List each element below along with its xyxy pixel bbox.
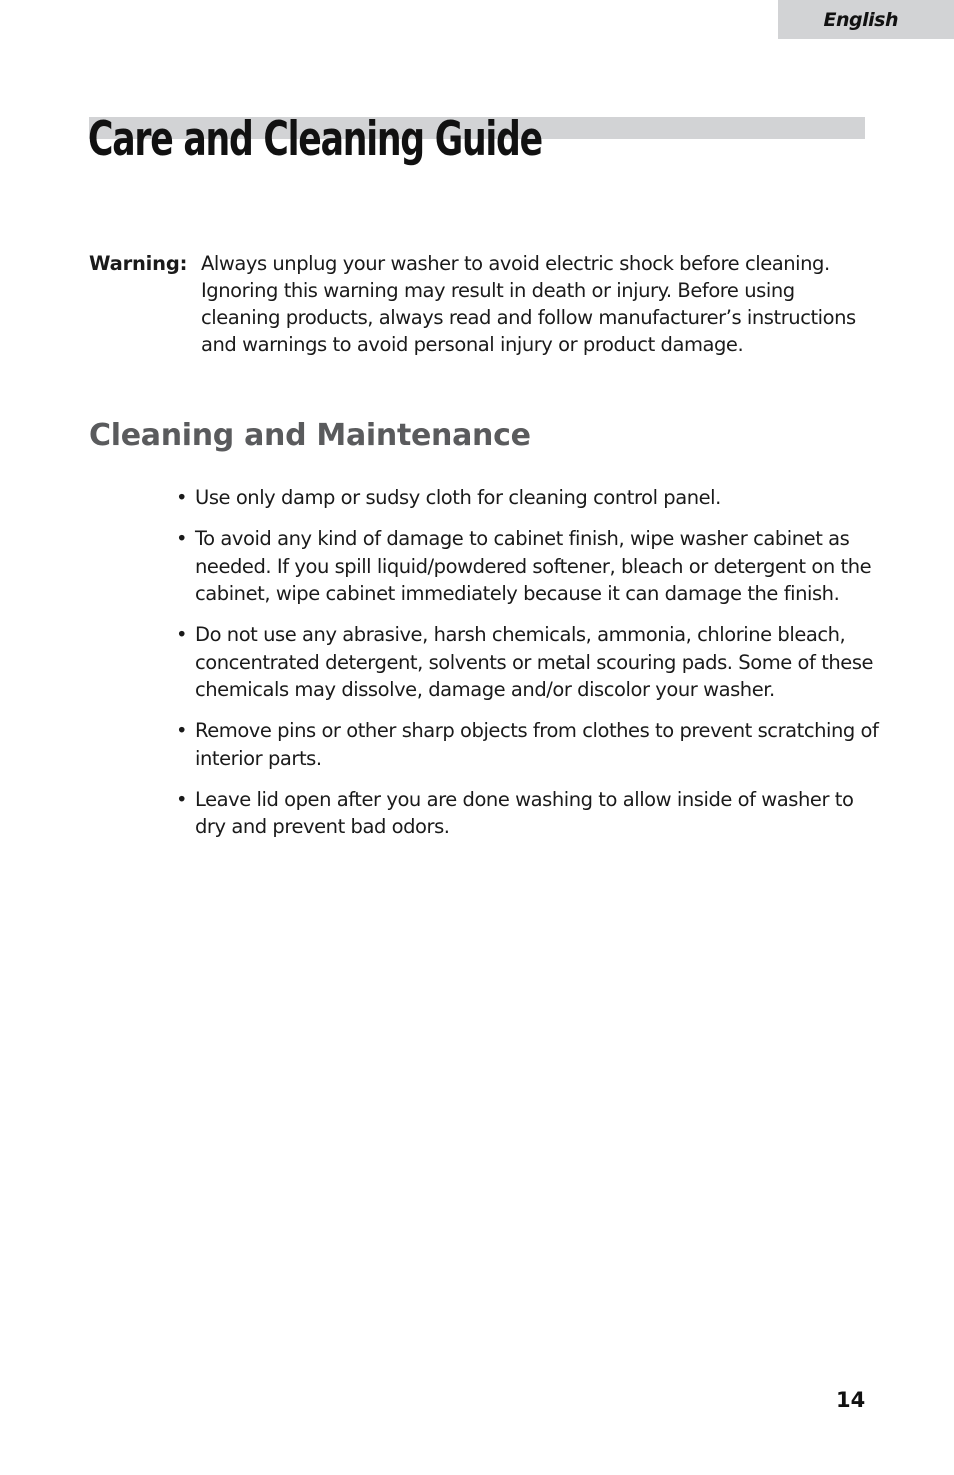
- section-heading: Cleaning and Maintenance: [89, 418, 531, 453]
- list-item-line: concentrated detergent, solvents or metal scouring pads. Some of these: [195, 650, 874, 674]
- list-item-line: needed. If you spill liquid/powdered softener, bleach or detergent on the: [195, 554, 872, 578]
- list-item-line: dry and prevent bad odors.: [195, 815, 450, 838]
- list-item: [176, 525, 876, 608]
- list-item-line: Remove pins or other sharp objects from clothes to prevent scratching of: [195, 719, 879, 742]
- warning-text: [201, 250, 861, 358]
- list-item: [176, 717, 879, 772]
- bullet-icon: •: [176, 623, 188, 646]
- bullet-icon: •: [176, 486, 188, 509]
- warning-label: Warning:: [89, 252, 188, 275]
- maintenance-list: [176, 484, 879, 854]
- list-item: [176, 786, 876, 841]
- list-item-line: Use only damp or sudsy cloth for cleaning control panel.: [195, 486, 721, 509]
- warning-line: Ignoring this warning may result in death or injury. Before using: [201, 279, 795, 302]
- language-tab: [778, 0, 954, 39]
- page-number: 14: [836, 1388, 866, 1412]
- list-item-line: Do not use any abrasive, harsh chemicals, ammonia, chlorine bleach,: [195, 623, 846, 646]
- warning-line: Always unplug your washer to avoid electric shock before cleaning.: [201, 252, 830, 275]
- page-title: Care and Cleaning Guide: [88, 112, 542, 167]
- list-item: [176, 484, 876, 512]
- bullet-icon: •: [176, 527, 188, 550]
- warning-line: cleaning products, always read and follow manufacturer’s instructions: [201, 306, 856, 329]
- list-item-line: cabinet, wipe cabinet immediately because it can damage the finish.: [195, 582, 840, 605]
- bullet-icon: •: [176, 787, 188, 811]
- list-item: [176, 621, 876, 704]
- list-item-line: interior parts.: [195, 746, 322, 770]
- warning-line: and warnings to avoid personal injury or product damage.: [201, 333, 744, 356]
- list-item-line: chemicals may dissolve, damage and/or discolor your washer.: [195, 678, 775, 701]
- language-label: English: [823, 8, 898, 31]
- list-item-line: Leave lid open after you are done washing to allow inside of washer to: [195, 787, 854, 811]
- bullet-icon: •: [176, 719, 188, 742]
- list-item-line: To avoid any kind of damage to cabinet finish, wipe washer cabinet as: [195, 527, 850, 550]
